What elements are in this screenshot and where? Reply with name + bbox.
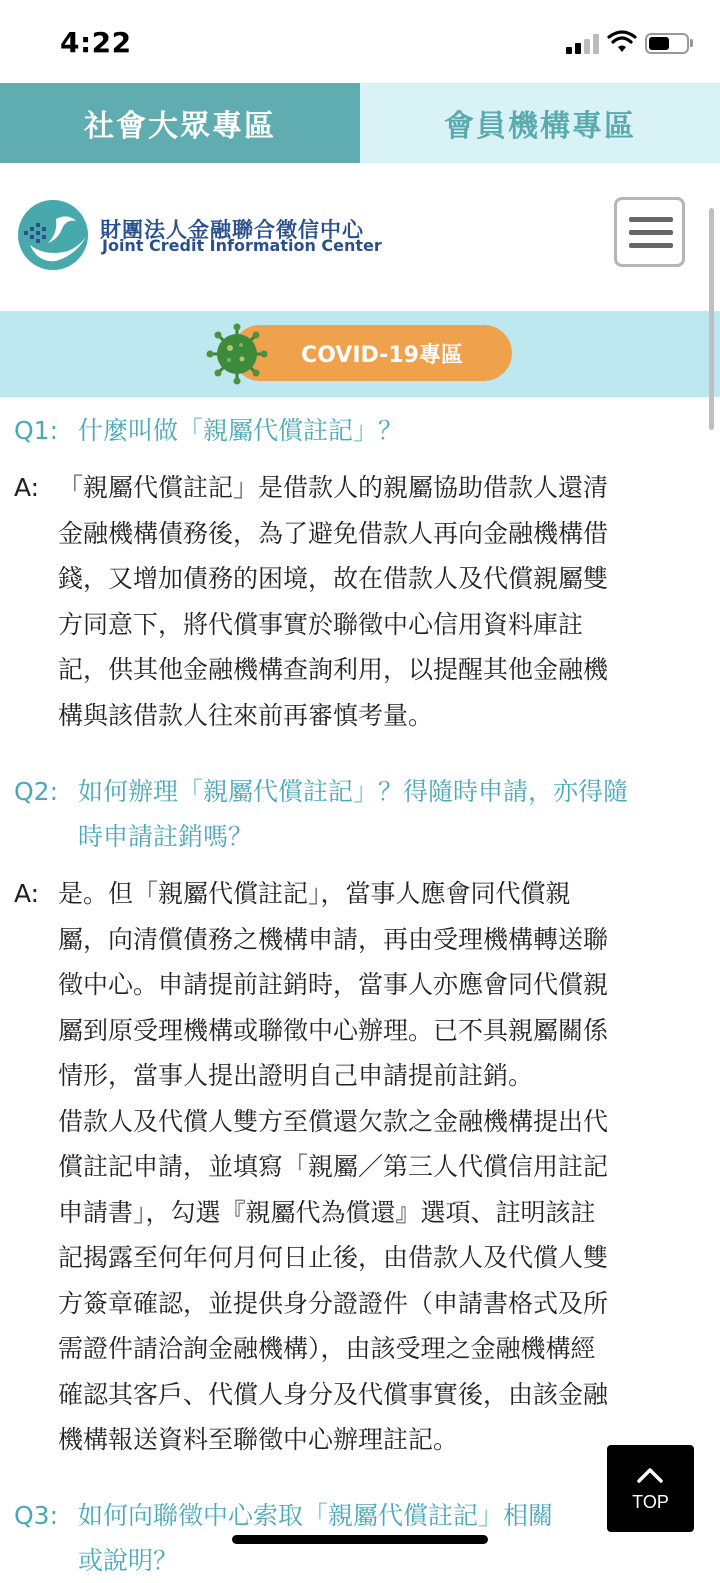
answer-line: 屬，向清償債務之機構申請，再由受理機構轉送聯: [58, 924, 609, 954]
answer-line: 機構報送資料至聯徵中心辦理註記。: [58, 1425, 459, 1454]
status-bar: [0, 0, 720, 83]
question-label: Q1:: [14, 416, 59, 445]
battery-tip: [690, 39, 693, 47]
covid-banner: [0, 311, 720, 397]
covid-19-button[interactable]: COVID-19專區: [232, 325, 512, 381]
answer-line: 屬到原受理機構或聯徵中心辦理。已不具親屬關係: [58, 1015, 609, 1045]
question-line: 時申請註銷嗎？: [78, 822, 254, 851]
answer-line: 金融機構債務後，為了避免借款人再向金融機構借: [58, 518, 609, 548]
answer-label: A:: [14, 473, 40, 502]
answer-line: 錢，又增加債務的困境，故在借款人及代償親屬雙: [58, 564, 609, 593]
answer-line: 構與該借款人往來前再審慎考量。: [58, 700, 434, 730]
wifi-icon: [608, 30, 636, 54]
answer-line: 申請書」，勾選『親屬代為償還』選項、註明該註: [58, 1197, 596, 1227]
answer-line: 記揭露至何年何月何日止後，由借款人及代償人雙: [58, 1243, 609, 1272]
back-to-top-button[interactable]: [607, 1445, 694, 1532]
question-line: 如何向聯徵中心索取「親屬代償註記」相關: [78, 1501, 554, 1530]
answer-line: 償註記申請，並填寫「親屬／第三人代償信用註記: [58, 1152, 609, 1181]
answer-text: [58, 465, 678, 738]
logo-english-name[interactable]: Joint Credit Information Center: [102, 236, 382, 255]
jcic-logo-icon[interactable]: [16, 199, 92, 271]
question-line: 或說明？: [78, 1546, 179, 1575]
answer-line: 情形，當事人提出證明自己申請提前註銷。: [58, 1061, 534, 1090]
back-to-top-label: TOP: [632, 1492, 669, 1512]
answer-line: 徵中心。申請提前註銷時，當事人亦應會同代償親: [58, 970, 609, 999]
battery-icon: [645, 33, 689, 54]
cellular-signal-icon: [566, 34, 602, 54]
tab-public-area[interactable]: 社會大眾專區: [0, 83, 360, 163]
logo-chinese-name[interactable]: 財團法人金融聯合徵信中心: [100, 218, 364, 242]
chevron-up-icon: [637, 1467, 663, 1483]
hamburger-menu-button[interactable]: [614, 197, 685, 267]
answer-line: 「親屬代償註記」是借款人的親屬協助借款人還清: [58, 473, 609, 502]
home-indicator[interactable]: [232, 1535, 488, 1544]
question-line: 如何辦理「親屬代償註記」？得隨時申請，亦得隨: [78, 777, 629, 806]
answer-line: 方同意下，將代償事實於聯徵中心信用資料庫註: [58, 609, 584, 639]
site-header: [0, 163, 720, 311]
answer-line: 記，供其他金融機構查詢利用，以提醒其他金融機: [58, 655, 609, 684]
answer-line: 是。但「親屬代償註記」，當事人應會同代償親: [58, 879, 571, 908]
answer-line: 借款人及代償人雙方至償還欠款之金融機構提出代: [58, 1106, 609, 1136]
question-label: Q2:: [14, 777, 59, 806]
question-text: [78, 769, 698, 859]
question-label: Q3:: [14, 1501, 59, 1530]
answer-text: [58, 871, 678, 1463]
answer-line: 確認其客戶、代償人身分及代償事實後，由該金融: [58, 1379, 609, 1409]
tab-member-institutions[interactable]: 會員機構專區: [360, 83, 720, 163]
top-tabs: [0, 83, 720, 163]
question-text: [78, 408, 698, 453]
answer-label: A:: [14, 879, 40, 908]
battery-level: [649, 37, 669, 50]
status-time: 4:22: [60, 26, 132, 59]
page-scrollbar[interactable]: [709, 208, 714, 430]
question-line: 什麼叫做「親屬代償註記」？: [78, 416, 404, 445]
answer-line: 需證件請洽詢金融機構），由該受理之金融機構經: [58, 1334, 596, 1363]
answer-line: 方簽章確認，並提供身分證證件（申請書格式及所: [58, 1288, 609, 1318]
virus-icon: [204, 323, 270, 385]
faq-content: [0, 397, 720, 1575]
